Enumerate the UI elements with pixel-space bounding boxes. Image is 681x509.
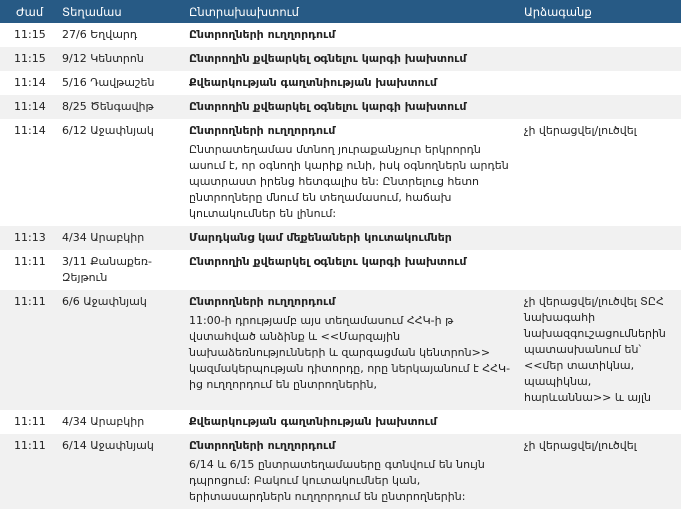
cell-result [524,410,681,434]
cell-location: 3/11 Քանաքեռ-Զեյթուն [62,255,152,284]
cell-violation [189,226,524,250]
cell-time: 11:11 [14,295,46,308]
violation-title: Ընտրողին քվեարկել օգնելու կարգի խախտում [189,52,467,65]
violation-title: Մարդկանց կամ մեքենաների կուտակումներ [189,231,452,244]
cell-time: 11:13 [14,231,46,244]
cell-location: 8/25 Ծենգավիթ [62,100,154,113]
cell-result [524,23,681,47]
cell-violation [189,47,524,71]
violation-title: Ընտրողին քվեարկել օգնելու կարգի խախտում [189,100,467,113]
cell-result: չի վերացվել/լուծվել [524,124,637,137]
cell-time: 11:14 [14,76,46,89]
table-row[interactable] [0,119,681,226]
cell-location: 5/16 Դավթաշեն [62,76,155,89]
header-result[interactable]: Արձագանք [524,4,592,19]
cell-result [524,226,681,250]
cell-location: 9/12 Կենտրոն [62,52,144,65]
violation-title: Քվեարկության գաղտնիության խախտում [189,415,438,428]
cell-time: 11:14 [14,124,46,137]
cell-violation [189,23,524,47]
cell-time: 11:14 [14,100,46,113]
violation-title: Ընտրողների ուղղորդում [189,28,336,41]
cell-result [524,71,681,95]
cell-result [524,95,681,119]
header-violation[interactable]: Ընտրախախտում [189,4,299,19]
violation-detail: Ընտրատեղամաս մտնող յուրաքանչյուր երկրորդն ասում է, որ օգնողի կարիք ունի, իսկ օգնողներն արդեն պատրաստ իրենց հետգալիս են: Ընտրելուց հետո ընտրողները մնում են տեղամասում, հաճախ կուտակումներ են լինում: [189,143,509,220]
cell-location: 6/14 Աջափնյակ [62,439,154,452]
cell-violation [189,71,524,95]
table-row[interactable] [0,410,681,434]
table-row[interactable] [0,95,681,119]
table-row[interactable] [0,47,681,71]
table-row[interactable] [0,71,681,95]
cell-result: չի վերացվել/լուծվել [524,439,637,452]
cell-violation [189,95,524,119]
cell-time: 11:15 [14,28,46,41]
cell-location: 4/34 Արաբկիր [62,415,145,428]
cell-time: 11:11 [14,439,46,452]
cell-time: 11:11 [14,255,46,268]
header-location[interactable]: Տեղամաս [62,4,122,19]
cell-violation [189,290,524,410]
table-row[interactable] [0,23,681,47]
table-header-row [0,0,681,23]
cell-location: 4/34 Արաբկիր [62,231,145,244]
violation-detail: 11:00-ի դրությամբ այս տեղամասում ՀՀԿ-ի թ վստահված անձինք և <<Մարզային նախաձեռնությունների և զարգացման կենտրոն>> կազմակերպության դիտորդը, որը ներկայանում է ՀՀԿ-ից ուղղորդում են ընտրողներին, [189,314,511,391]
cell-violation [189,410,524,434]
table-row[interactable] [0,226,681,250]
table-row[interactable] [0,250,681,290]
header-time[interactable]: Ժամ [16,4,44,19]
cell-violation [189,119,524,226]
violation-title: Ընտրողին քվեարկել օգնելու կարգի խախտում [189,255,467,268]
cell-result [524,47,681,71]
violation-title: Քվեարկության գաղտնիության խախտում [189,76,438,89]
cell-time: 11:15 [14,52,46,65]
cell-violation [189,250,524,290]
cell-location: 6/6 Աջափնյակ [62,295,147,308]
cell-location: 6/12 Աջափնյակ [62,124,154,137]
violation-title: Ընտրողների ուղղորդում [189,124,336,137]
table-row[interactable] [0,290,681,410]
violation-detail: 6/14 և 6/15 ընտրատեղամասերը գտնվում են նույն դպրոցում: Բակում կուտակումներ կան, երիտասարդներն ուղղորդում են ընտրողներին: [189,458,485,503]
violation-title: Ընտրողների ուղղորդում [189,439,336,452]
cell-result: չի վերացվել/լուծվել ՏԸՀ նախագահի նախազգուշացումներին պատասխանում են՝ <<մեր տատիկնա, պապիկնա, հարևաննա>> և այլն [524,295,666,404]
cell-result [524,250,681,290]
cell-location: 27/6 Եղվարդ [62,28,138,41]
cell-time: 11:11 [14,415,46,428]
violation-title: Ընտրողների ուղղորդում [189,295,336,308]
table-row[interactable] [0,434,681,509]
cell-violation [189,434,524,509]
